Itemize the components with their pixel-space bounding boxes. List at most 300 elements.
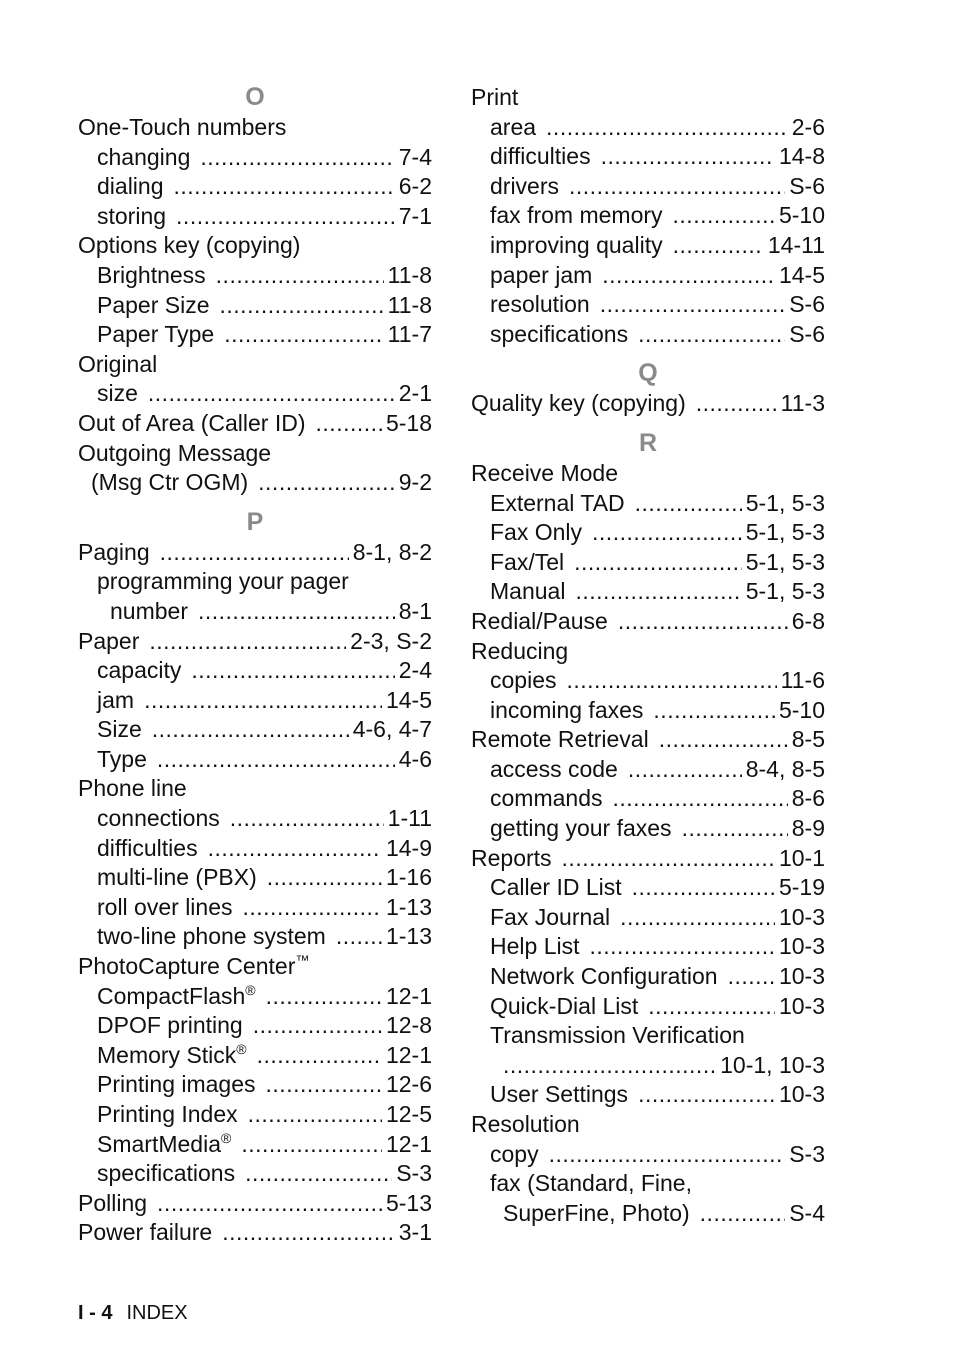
index-entry [471, 320, 825, 350]
index-term-text: Fax Journal [490, 903, 611, 930]
dot-leader [546, 113, 788, 143]
index-term [490, 290, 590, 320]
index-term [97, 143, 190, 173]
index-entry [471, 755, 825, 785]
index-page-ref: S-6 [789, 320, 825, 347]
index-page-ref: 7-4 [398, 143, 432, 170]
index-entry [471, 389, 825, 419]
dot-leader [266, 982, 382, 1012]
index-entry [78, 409, 432, 439]
index-term-text: Reducing [471, 637, 569, 664]
index-page-ref: 12-6 [385, 1071, 432, 1098]
index-term [78, 952, 309, 982]
index-entry [78, 1100, 432, 1130]
index-term [490, 962, 718, 992]
dot-leader [245, 1159, 392, 1189]
index-page-ref: 8-5 [791, 726, 825, 753]
index-entry [78, 597, 432, 627]
index-page-ref: 1-16 [385, 864, 432, 891]
dot-leader [176, 202, 395, 232]
dot-leader [638, 320, 785, 350]
index-term-text: Phone line [78, 775, 187, 802]
index-letter-heading: P [246, 507, 264, 536]
index-term [503, 1199, 690, 1229]
dot-leader [601, 142, 775, 172]
index-term-text: connections [97, 805, 220, 832]
index-term [97, 202, 166, 232]
index-page-ref: 14-9 [385, 834, 432, 861]
index-term [97, 172, 164, 202]
index-page-ref: 5-19 [778, 874, 825, 901]
index-term [97, 834, 198, 864]
index-entry [78, 202, 432, 232]
index-term-text: Remote Retrieval [471, 726, 649, 753]
index-term [490, 666, 556, 696]
index-entry [471, 1169, 825, 1199]
dot-leader [157, 745, 395, 775]
index-entry [471, 1140, 825, 1170]
trademark-symbol: ® [245, 981, 256, 998]
index-term [471, 637, 568, 667]
index-term-text: difficulties [490, 143, 591, 170]
index-entry [471, 113, 825, 143]
index-entry [471, 1199, 825, 1229]
index-entry [78, 231, 432, 261]
index-page-ref: 8-1 [398, 597, 432, 624]
index-term [490, 1021, 745, 1051]
index-term [490, 1080, 628, 1110]
index-entry [78, 774, 432, 804]
index-entry [78, 834, 432, 864]
index-page-ref: 14-11 [767, 231, 825, 258]
index-entry [78, 379, 432, 409]
dot-leader [562, 844, 775, 874]
index-entry [78, 439, 432, 469]
index-term [490, 873, 622, 903]
index-page-ref: 14-5 [778, 261, 825, 288]
index-page-ref: 9-2 [398, 469, 432, 496]
dot-leader [336, 922, 382, 952]
index-term-text: External TAD [490, 489, 625, 516]
index-term [490, 903, 610, 933]
index-entry [78, 1130, 432, 1160]
index-page-ref: 14-5 [385, 686, 432, 713]
index-term-text: Paper Size [97, 291, 210, 318]
index-entry [78, 627, 432, 657]
index-term-text: Outgoing Message [78, 439, 272, 466]
index-page-ref: 5-10 [778, 202, 825, 229]
dot-leader [316, 409, 382, 439]
index-entry [78, 1070, 432, 1100]
index-entry [78, 922, 432, 952]
index-entry [471, 1110, 825, 1140]
index-term-text: Fax/Tel [490, 548, 565, 575]
index-entry [471, 666, 825, 696]
index-entry [78, 1189, 432, 1219]
index-page-ref: 12-1 [385, 1130, 432, 1157]
index-entry [78, 1159, 432, 1189]
index-entry [78, 656, 432, 686]
index-entry [471, 489, 825, 519]
dot-leader [673, 201, 775, 231]
index-term-text: number [110, 597, 188, 624]
index-term-text: Memory Stick [97, 1041, 237, 1068]
index-entry [471, 172, 825, 202]
index-term [490, 992, 638, 1022]
index-term-text: access code [490, 755, 618, 782]
index-letter-heading: Q [638, 359, 658, 388]
index-page-ref: 5-13 [385, 1189, 432, 1216]
index-term-text: User Settings [490, 1081, 629, 1108]
index-term [97, 686, 134, 716]
index-term-text: capacity [97, 657, 182, 684]
index-term-text: Original [78, 350, 158, 377]
index-term-text: Network Configuration [490, 963, 718, 990]
index-term-text: paper jam [490, 261, 593, 288]
dot-leader [248, 1100, 382, 1130]
index-entry [471, 201, 825, 231]
index-entry [471, 142, 825, 172]
dot-leader [230, 804, 384, 834]
index-term-text: Caller ID List [490, 874, 622, 901]
index-page-ref: 4-6, 4-7 [352, 716, 432, 743]
index-term-text: Reports [471, 844, 552, 871]
index-term-text: copies [490, 667, 557, 694]
index-page-ref: 2-6 [791, 113, 825, 140]
index-page-ref: 5-10 [778, 696, 825, 723]
index-entry [471, 814, 825, 844]
index-entry [78, 686, 432, 716]
index-term [97, 291, 210, 321]
index-term [78, 350, 157, 380]
index-term-text: SmartMedia [97, 1130, 221, 1157]
dot-leader [620, 903, 775, 933]
index-term-text: copy [490, 1140, 539, 1167]
index-entry [471, 290, 825, 320]
index-page-ref: 3-1 [398, 1219, 432, 1246]
index-entry [471, 932, 825, 962]
dot-leader [600, 290, 785, 320]
index-entry [78, 350, 432, 380]
index-page-ref: 11-8 [387, 291, 432, 318]
index-term-text: Transmission Verification [490, 1022, 745, 1049]
index-page-ref: 5-1, 5-3 [745, 489, 825, 516]
index-term-text: Printing images [97, 1071, 256, 1098]
index-entry [471, 518, 825, 548]
index-entry [471, 1021, 825, 1051]
index-page-ref: 8-6 [791, 785, 825, 812]
index-page-ref: S-4 [789, 1199, 825, 1226]
index-entry [78, 982, 432, 1012]
index-term-text: Manual [490, 578, 566, 605]
index-term [78, 439, 271, 469]
index-page-ref: 12-1 [385, 982, 432, 1009]
index-term [490, 1140, 539, 1170]
index-term-text: Polling [78, 1189, 148, 1216]
index-term-text: specifications [97, 1160, 236, 1187]
index-term-text: Quality key (copying) [471, 390, 686, 417]
dot-leader [174, 172, 395, 202]
index-term [471, 844, 552, 874]
index-entry [471, 577, 825, 607]
dot-leader [257, 1041, 382, 1071]
index-page-ref: 10-3 [778, 992, 825, 1019]
index-page-ref: 1-11 [387, 805, 432, 832]
dot-leader [673, 231, 764, 261]
index-term-text: Printing Index [97, 1101, 238, 1127]
index-term [78, 409, 306, 439]
index-term-text: drivers [490, 172, 560, 199]
index-term [78, 1218, 212, 1248]
dot-leader [728, 962, 775, 992]
index-term [97, 320, 214, 350]
index-term [490, 201, 663, 231]
index-term [97, 715, 142, 745]
index-entry [78, 863, 432, 893]
index-entry [78, 952, 432, 982]
index-term-text: Type [97, 745, 147, 772]
index-page-ref: 5-1, 5-3 [745, 548, 825, 575]
index-term-text: getting your faxes [490, 815, 672, 842]
index-term-text: multi-line (PBX) [97, 864, 257, 891]
index-page-ref: 10-3 [778, 963, 825, 990]
section-gap [471, 349, 825, 357]
index-term-text: Power failure [78, 1219, 213, 1246]
dot-leader [216, 261, 384, 291]
index-page-ref: 8-4, 8-5 [745, 755, 825, 782]
index-term-text: area [490, 113, 537, 140]
dot-leader [574, 548, 742, 578]
index-term [97, 656, 181, 686]
index-term [490, 784, 602, 814]
index-term-text: Size [97, 716, 142, 743]
index-term-text: Options key (copying) [78, 232, 301, 259]
index-term [490, 814, 672, 844]
dot-leader [241, 1130, 382, 1160]
dot-leader [148, 379, 395, 409]
index-entry [78, 468, 432, 498]
index-term [490, 932, 579, 962]
index-page-ref: 4-6 [398, 745, 432, 772]
index-term-text: dialing [97, 173, 164, 200]
index-term-text: SuperFine, Photo) [503, 1199, 690, 1226]
index-term [471, 607, 608, 637]
index-page-ref: 10-3 [778, 903, 825, 930]
index-entry [471, 992, 825, 1022]
index-entry [78, 320, 432, 350]
dot-leader [653, 696, 775, 726]
index-term [490, 231, 663, 261]
index-term-text: One-Touch numbers [78, 114, 287, 140]
index-entry [471, 784, 825, 814]
index-page-ref: 14-8 [778, 143, 825, 170]
footer-section-label: INDEX [126, 1302, 188, 1324]
dot-leader [267, 863, 382, 893]
dot-leader [592, 518, 742, 548]
index-term-text: Print [471, 84, 519, 110]
index-column-right [471, 83, 825, 1228]
index-page-ref: 2-1 [398, 380, 432, 407]
dot-leader [696, 389, 777, 419]
index-entry [78, 291, 432, 321]
index-term-text: incoming faxes [490, 696, 644, 723]
index-term [490, 548, 564, 578]
dot-leader [220, 291, 384, 321]
index-page-ref: 10-1 [778, 844, 825, 871]
dot-leader [157, 1189, 382, 1219]
index-page-ref: 5-18 [385, 409, 432, 436]
dot-leader [648, 992, 775, 1022]
index-page-ref: S-3 [396, 1160, 432, 1187]
index-term [490, 172, 559, 202]
index-entry [471, 962, 825, 992]
index-term-text: Paper [78, 627, 140, 654]
index-entry [471, 459, 825, 489]
index-term [490, 577, 565, 607]
index-entry [78, 172, 432, 202]
dot-leader [266, 1070, 382, 1100]
index-term-text: Quick-Dial List [490, 992, 639, 1019]
dot-leader [243, 893, 382, 923]
dot-leader [628, 755, 742, 785]
index-term-text: Fax Only [490, 519, 583, 546]
index-page-ref: 2-3, S-2 [350, 627, 432, 654]
index-letter-heading: O [245, 83, 265, 111]
index-term-text: PhotoCapture Center [78, 953, 296, 980]
index-term [97, 379, 138, 409]
trademark-symbol: ® [236, 1040, 247, 1057]
index-entry [471, 696, 825, 726]
page-footer [78, 1301, 188, 1325]
dot-leader [144, 686, 382, 716]
index-entry [78, 804, 432, 834]
index-term [78, 538, 150, 568]
index-entry [78, 567, 432, 597]
dot-leader [618, 607, 788, 637]
index-term [97, 1070, 256, 1100]
index-term-text: Brightness [97, 261, 206, 288]
index-term-text: roll over lines [97, 893, 233, 920]
index-term [490, 755, 618, 785]
index-term-text: commands [490, 785, 603, 812]
index-entry [471, 261, 825, 291]
index-page-ref: 11-3 [780, 390, 825, 417]
index-term [490, 320, 628, 350]
index-page-ref: 8-9 [791, 815, 825, 842]
dot-leader [224, 320, 383, 350]
dot-leader [612, 784, 787, 814]
dot-leader [258, 468, 395, 498]
index-term-text: difficulties [97, 834, 198, 861]
index-term-text: Out of Area (Caller ID) [78, 409, 306, 436]
index-term [490, 696, 643, 726]
index-term [110, 597, 188, 627]
index-term [97, 261, 206, 291]
index-letter-heading: R [638, 428, 658, 457]
index-entry [78, 893, 432, 923]
index-term [78, 627, 139, 657]
index-page-ref: S-6 [789, 291, 825, 318]
index-entry [471, 873, 825, 903]
index-term-text: fax (Standard, Fine, [490, 1170, 692, 1197]
index-term-text: fax from memory [490, 202, 663, 229]
dot-leader [208, 834, 382, 864]
index-entry [471, 1051, 825, 1081]
index-term [97, 1100, 238, 1130]
index-term-text: storing [97, 202, 167, 229]
dot-leader [200, 143, 394, 173]
index-term [97, 1041, 247, 1071]
index-term-text: (Msg Ctr OGM) [91, 469, 249, 496]
dot-leader [191, 656, 394, 686]
index-term-text: Paging [78, 538, 150, 565]
index-page-ref: 10-3 [778, 933, 825, 960]
dot-leader [575, 577, 741, 607]
section-gap [78, 498, 432, 506]
index-entry [471, 607, 825, 637]
index-term [490, 1169, 692, 1199]
dot-leader [566, 666, 776, 696]
index-term [78, 1189, 147, 1219]
index-entry [78, 1011, 432, 1041]
index-term-text: improving quality [490, 231, 663, 258]
index-term-text: resolution [490, 291, 590, 318]
index-term [78, 231, 300, 261]
index-term [97, 893, 233, 923]
dot-leader [632, 873, 775, 903]
index-page-ref: 10-3 [778, 1081, 825, 1108]
dot-leader [659, 725, 788, 755]
index-page-ref: 7-1 [398, 202, 432, 229]
index-term [471, 1110, 580, 1140]
index-term-text: programming your pager [97, 568, 349, 595]
trademark-symbol: ™ [295, 952, 310, 969]
index-entry [471, 903, 825, 933]
dot-leader [602, 261, 775, 291]
index-page-ref: 5-1, 5-3 [745, 578, 825, 605]
index-entry [471, 83, 825, 113]
index-term [490, 489, 625, 519]
index-term-text: changing [97, 143, 191, 170]
index-column-left [78, 81, 432, 1248]
index-term [471, 83, 518, 113]
index-entry [471, 548, 825, 578]
dot-leader [222, 1218, 395, 1248]
index-term-text: Resolution [471, 1111, 580, 1137]
index-page-ref: 11-6 [780, 667, 825, 694]
index-term [97, 1011, 243, 1041]
index-page-ref: 8-1, 8-2 [352, 538, 432, 565]
index-term [97, 745, 147, 775]
dot-leader [682, 814, 788, 844]
index-entry [471, 725, 825, 755]
index-term [490, 518, 582, 548]
index-term [91, 468, 248, 498]
index-term [97, 982, 256, 1012]
index-page-ref: 6-2 [398, 173, 432, 200]
index-term [78, 113, 286, 143]
index-term [97, 567, 349, 597]
index-entry [471, 637, 825, 667]
dot-leader [569, 172, 785, 202]
index-term [490, 261, 592, 291]
index-term-text: size [97, 380, 138, 407]
dot-leader [198, 597, 395, 627]
index-term [471, 459, 618, 489]
dot-leader [635, 489, 742, 519]
index-term-text: two-line phone system [97, 923, 326, 950]
index-page-ref: 12-5 [385, 1101, 432, 1127]
